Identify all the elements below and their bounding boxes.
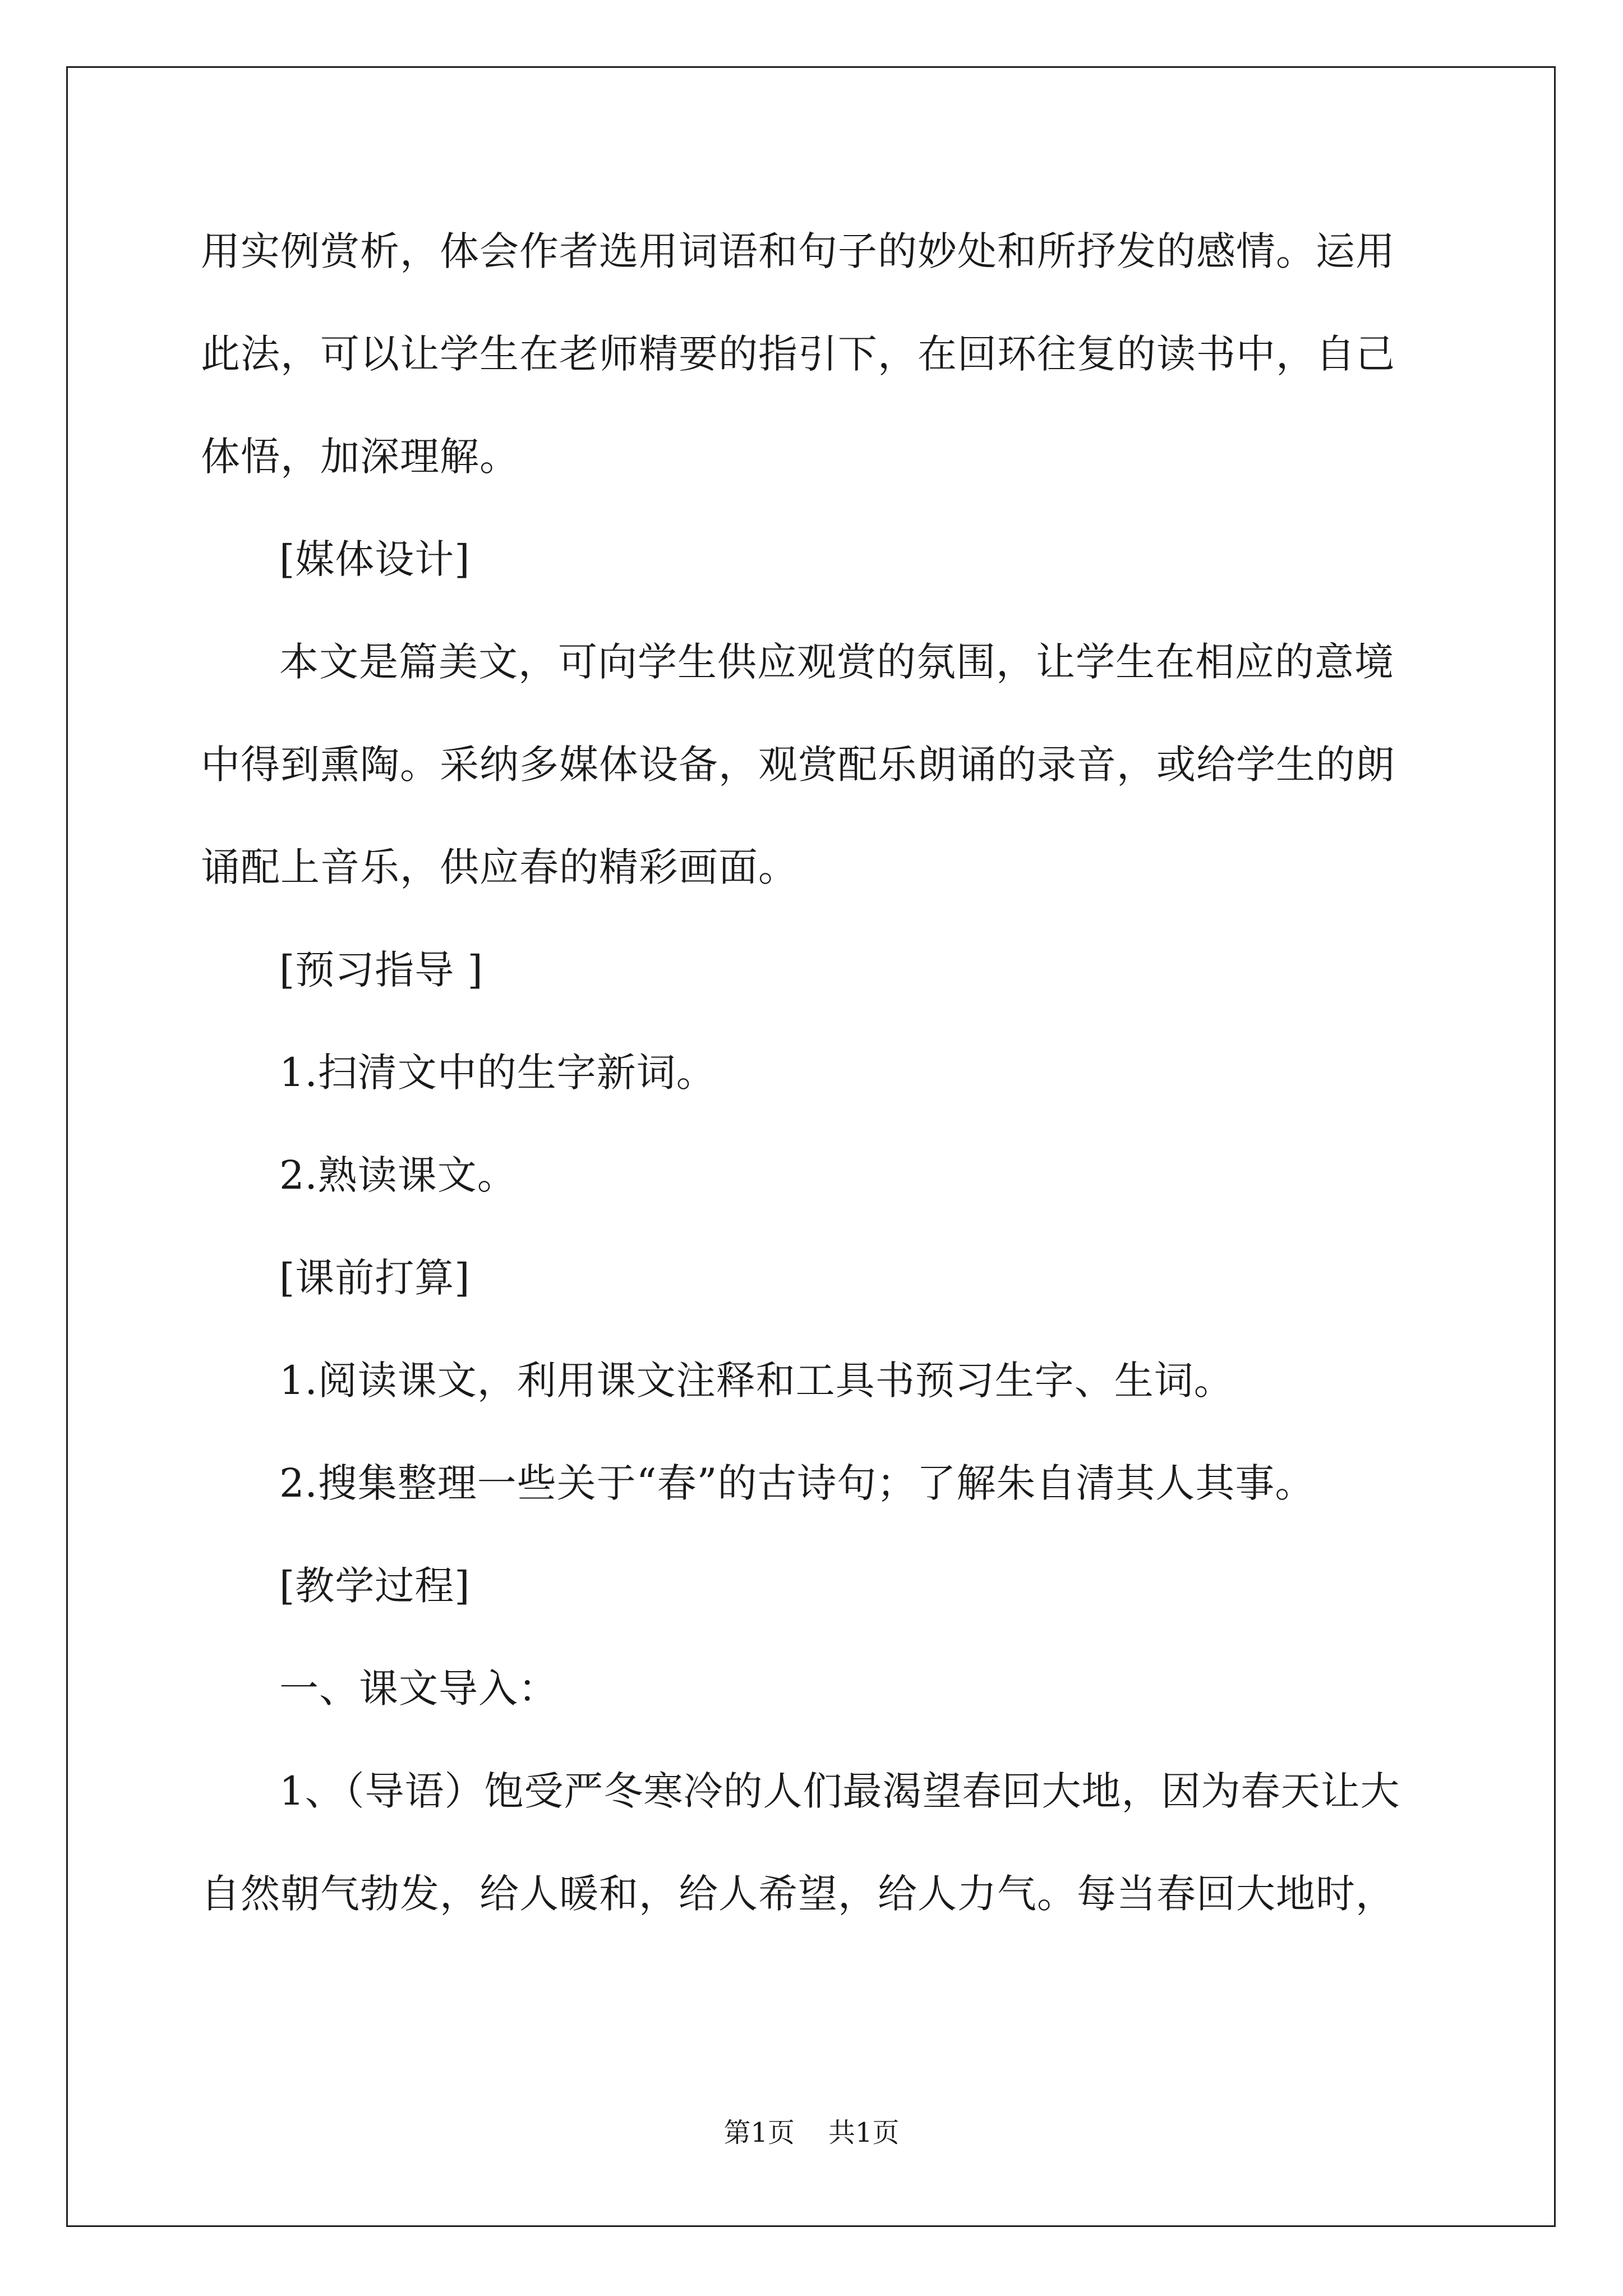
page-number-total: 共1页 [828, 2117, 900, 2148]
section-heading-pre-class-plan: [课前打算] [279, 1255, 471, 1301]
paragraph-line: 诵配上音乐，供应春的精彩画面。 [201, 844, 798, 890]
page-footer [0, 2116, 1623, 2150]
list-item: 2.搜集整理一些关于“春”的古诗句；了解朱自清其人其事。 [279, 1460, 1315, 1506]
section-heading-preview-guide: [预习指导 ] [279, 947, 483, 993]
section-heading-media-design: [媒体设计] [279, 536, 471, 582]
paragraph-line: 用实例赏析，体会作者选用词语和句子的妙处和所抒发的感情。运用 [201, 228, 1395, 274]
document-body [201, 223, 1435, 1968]
paragraph-line: 1、（导语）饱受严冬寒冷的人们最渴望春回大地，因为春天让大 [279, 1768, 1400, 1814]
list-item: 1.阅读课文，利用课文注释和工具书预习生字、生词。 [279, 1358, 1234, 1404]
page-number-current: 第1页 [723, 2117, 795, 2148]
subsection-heading: 一、课文导入： [279, 1665, 558, 1711]
list-item: 1.扫清文中的生字新词。 [279, 1050, 716, 1096]
paragraph-line: 自然朝气勃发，给人暖和，给人希望，给人力气。每当春回大地时， [201, 1871, 1395, 1917]
paragraph-line: 本文是篇美文，可向学生供应观赏的氛围，让学生在相应的意境 [279, 639, 1394, 685]
section-heading-teaching-process: [教学过程] [279, 1563, 471, 1609]
paragraph-line: 体悟，加深理解。 [201, 434, 519, 480]
list-item: 2.熟读课文。 [279, 1152, 517, 1198]
paragraph-line: 此法，可以让学生在老师精要的指引下，在回环往复的读书中，自己 [201, 331, 1395, 377]
paragraph-line: 中得到熏陶。采纳多媒体设备，观赏配乐朗诵的录音，或给学生的朗 [201, 742, 1395, 788]
